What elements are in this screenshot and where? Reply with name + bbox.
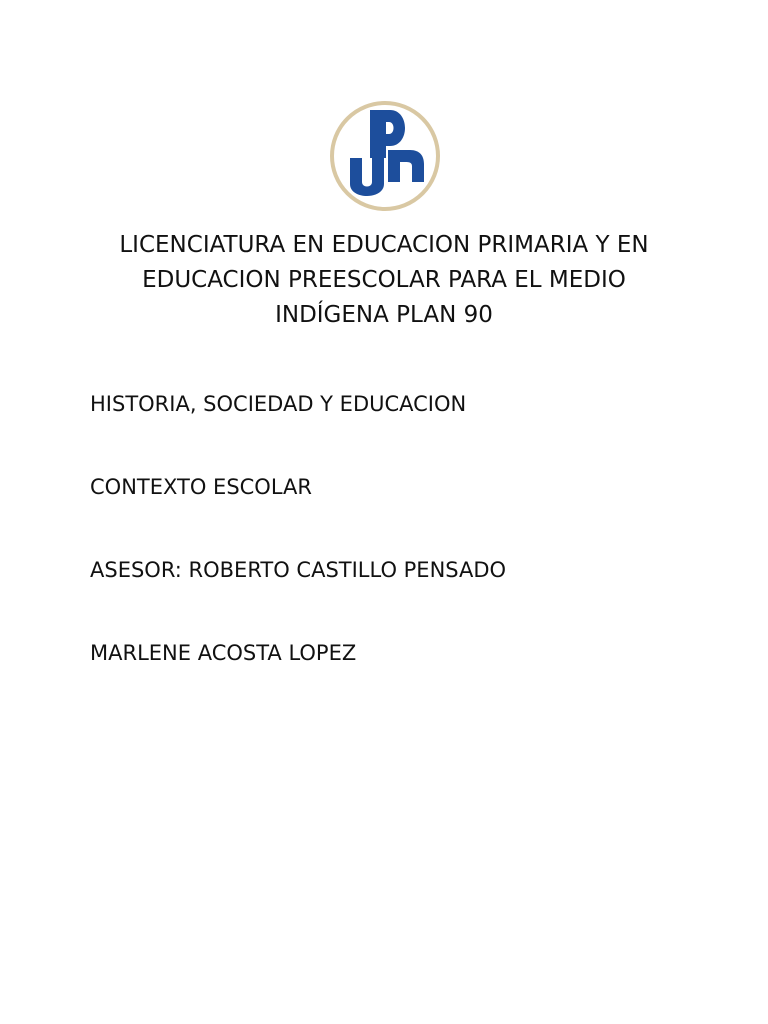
advisor-line: ASESOR: ROBERTO CASTILLO PENSADO [90, 558, 507, 582]
upn-logo-icon [328, 96, 442, 216]
subject-line: HISTORIA, SOCIEDAD Y EDUCACION [90, 392, 467, 416]
document-title [60, 228, 708, 333]
author-line: MARLENE ACOSTA LOPEZ [90, 641, 357, 665]
topic-line: CONTEXTO ESCOLAR [90, 475, 312, 499]
title-line: LICENCIATURA EN EDUCACION PRIMARIA Y EN [119, 232, 649, 258]
title-line: EDUCACION PREESCOLAR PARA EL MEDIO [142, 267, 626, 293]
title-line: INDÍGENA PLAN 90 [275, 302, 493, 328]
